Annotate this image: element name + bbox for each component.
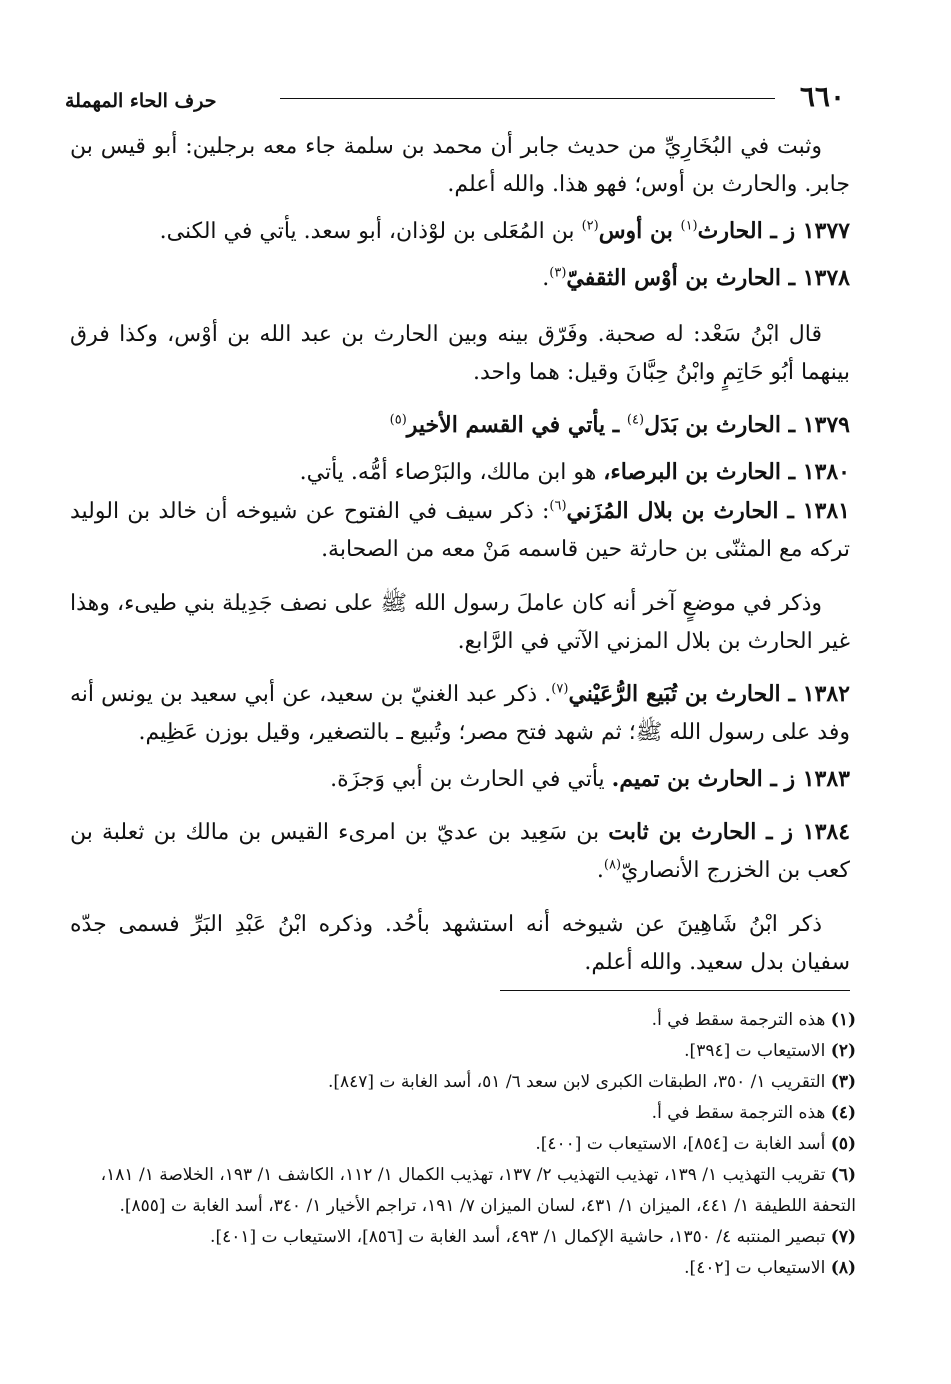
footnote-number: (١) (830, 1010, 856, 1030)
footnote (76, 1005, 856, 1036)
footnote (76, 1098, 856, 1129)
entry-text: بن المُعَلى بن لوْذان، أبو سعد. يأتي في الكنى. (159, 219, 582, 244)
footnote-ref: (٢) (581, 218, 599, 234)
footnote (76, 1160, 856, 1222)
entry-heading: ١٣٨٣ ز ـ الحارث بن تميم. (611, 766, 850, 792)
entry-1382 (70, 675, 850, 752)
entry-heading: ١٣٧٨ ـ الحارث بن أوْس الثقفيّ (566, 265, 850, 291)
footnote-ref: (٨) (603, 857, 622, 873)
entry-text: : ذكر سيف في الفتوح عن شيوخه أن خالد بن الوليد تركه مع المثنّى بن حارثة حين قاسمه مَنْ معه من الصحابة. (70, 499, 850, 562)
footnote-number: (٧) (830, 1227, 856, 1247)
entry-heading: ١٣٨٤ ز ـ الحارث بن ثابت (608, 819, 851, 845)
footnotes (76, 1005, 856, 1284)
footnote-text: الاستيعاب ت [٤٠٢]. (684, 1258, 826, 1278)
entry-heading: ١٣٧٧ ز ـ الحارث (697, 218, 850, 244)
entry-1378 (70, 259, 850, 298)
entry-text-end: . (596, 858, 604, 883)
paragraph-3: وذكر في موضعٍ آخر أنه كان عاملَ رسول الله ﷺ على نصف جَدِيلة بني طيىء، وهذا غير الحارث بن بلال المزني الآتي في الرَّابع. (70, 591, 850, 654)
footnote-ref: (١) (680, 218, 698, 234)
paragraph-1: وثبت في البُخَارِيِّ من حديث جابر أن محمد بن سلمة جاء معه برجلين: أبو قيس بن جابر. والحارث بن أوس؛ فهو هذا. والله أعلم. (70, 134, 850, 197)
entry-text: . (542, 266, 550, 291)
main-text (70, 128, 850, 990)
footnote (76, 1129, 856, 1160)
footnote-text: الاستيعاب ت [٣٩٤]. (684, 1041, 826, 1061)
entry-heading: ١٣٨٠ ـ الحارث بن البرصاء، (603, 459, 850, 485)
footnote-text: التقريب ١/ ٣٥٠، الطبقات الكبرى لابن سعد ٦/ ٥١، أسد الغابة ت [٨٤٧]. (327, 1072, 826, 1092)
footnote-rule (500, 990, 850, 991)
entry-1381 (70, 492, 850, 569)
entry-text: . ذكر عبد الغنيّ بن سعيد، عن أبي سعيد بن يونس أنه وفد على رسول الله ﷺ؛ ثم شهد فتح مصر؛ وتُبيع ـ بالتصغير، وقيل بوزن عَظِيم. (70, 682, 850, 745)
footnote (76, 1067, 856, 1098)
footnote-ref: (٥) (389, 412, 407, 428)
footnote (76, 1036, 856, 1067)
paragraph-2: قال ابْنُ سَعْد: له صحبة. وفَرّق بينه وبين الحارث بن عبد الله بن أوْس، وكذا فرق بينهما أبُو حَاتِمٍ وابْنُ حِبَّانَ وقيل: هما واحد. (70, 322, 850, 385)
entry-heading: ١٣٧٩ ـ الحارث بن بَدَل (644, 412, 850, 438)
footnote-text: تبصير المنتبه ٤/ ١٣٥٠، حاشية الإكمال ١/ ٤٩٣، أسد الغابة ت [٨٥٦]، الاستيعاب ت [٤٠١]. (210, 1227, 826, 1247)
footnote-number: (٥) (830, 1134, 856, 1154)
running-title: حرف الحاء المهملة (65, 90, 217, 112)
footnote-text: هذه الترجمة سقط في أ. (651, 1010, 826, 1030)
page-number: ٦٦٠ (799, 80, 845, 113)
footnote-number: (٨) (830, 1258, 856, 1278)
entry-text: هو ابن مالك، والبَرْصاء أمُّه. يأتي. (299, 460, 604, 485)
paragraph-4: ذكر ابْنُ شَاهِينَ عن شيوخه أنه استشهد بأحُد. وذكره ابْنُ عَبْدِ البَرِّ فسمى جدّه سفيان بدل سعيد. والله أعلم. (70, 912, 850, 975)
page-header (65, 70, 845, 120)
footnote-text: أسد الغابة ت [٨٥٤]، الاستيعاب ت [٤٠٠]. (535, 1134, 826, 1154)
footnote-number: (٢) (830, 1041, 856, 1061)
footnote-text: تقريب التهذيب ١/ ١٣٩، تهذيب التهذيب ٢/ ١٣٧، تهذيب الكمال ١/ ١١٢، الكاشف ١/ ١٩٣، الخلاصة ١/ ١٨١، التحفة اللطيفة ١/ ٤٤١، الميزان ١/ ٤٣١، لسان الميزان ٧/ ١٩١، تراجم الأخيار ١/ ٣٤٠، أسد الغابة ت [٨٥٥]. (100, 1165, 856, 1216)
entry-text: بن سَعِيد بن عديّ بن امرىء القيس بن مالك بن ثعلبة بن كعب بن الخزرج الأنصاريّ (70, 820, 850, 883)
footnote (76, 1253, 856, 1284)
footnote-ref: (٦) (549, 498, 567, 514)
entry-1384 (70, 813, 850, 890)
footnote-text: هذه الترجمة سقط في أ. (651, 1103, 826, 1123)
entry-1383 (70, 760, 850, 799)
footnote-number: (٦) (830, 1165, 856, 1185)
entry-1377 (70, 212, 850, 251)
footnote-ref: (٧) (551, 681, 569, 697)
footnote-ref: (٣) (549, 265, 567, 281)
entry-heading: ١٣٨١ ـ الحارث بن بلال المُزَني (566, 498, 850, 524)
entry-1379 (70, 406, 850, 445)
entry-text: ـ يأتي في القسم الأخير (406, 412, 627, 438)
entry-text: يأتي في الحارث بن أبي وَجزَة. (330, 767, 612, 792)
footnote-ref: (٤) (626, 412, 645, 428)
header-rule (280, 98, 775, 99)
footnote-number: (٣) (830, 1072, 856, 1092)
entry-heading-cont: بن أوس (598, 218, 681, 244)
entry-1380 (70, 453, 850, 492)
footnote-number: (٤) (830, 1103, 856, 1123)
entry-heading: ١٣٨٢ ـ الحارث بن تُبَيع الرُّعَيْني (568, 681, 850, 707)
footnote (76, 1222, 856, 1253)
